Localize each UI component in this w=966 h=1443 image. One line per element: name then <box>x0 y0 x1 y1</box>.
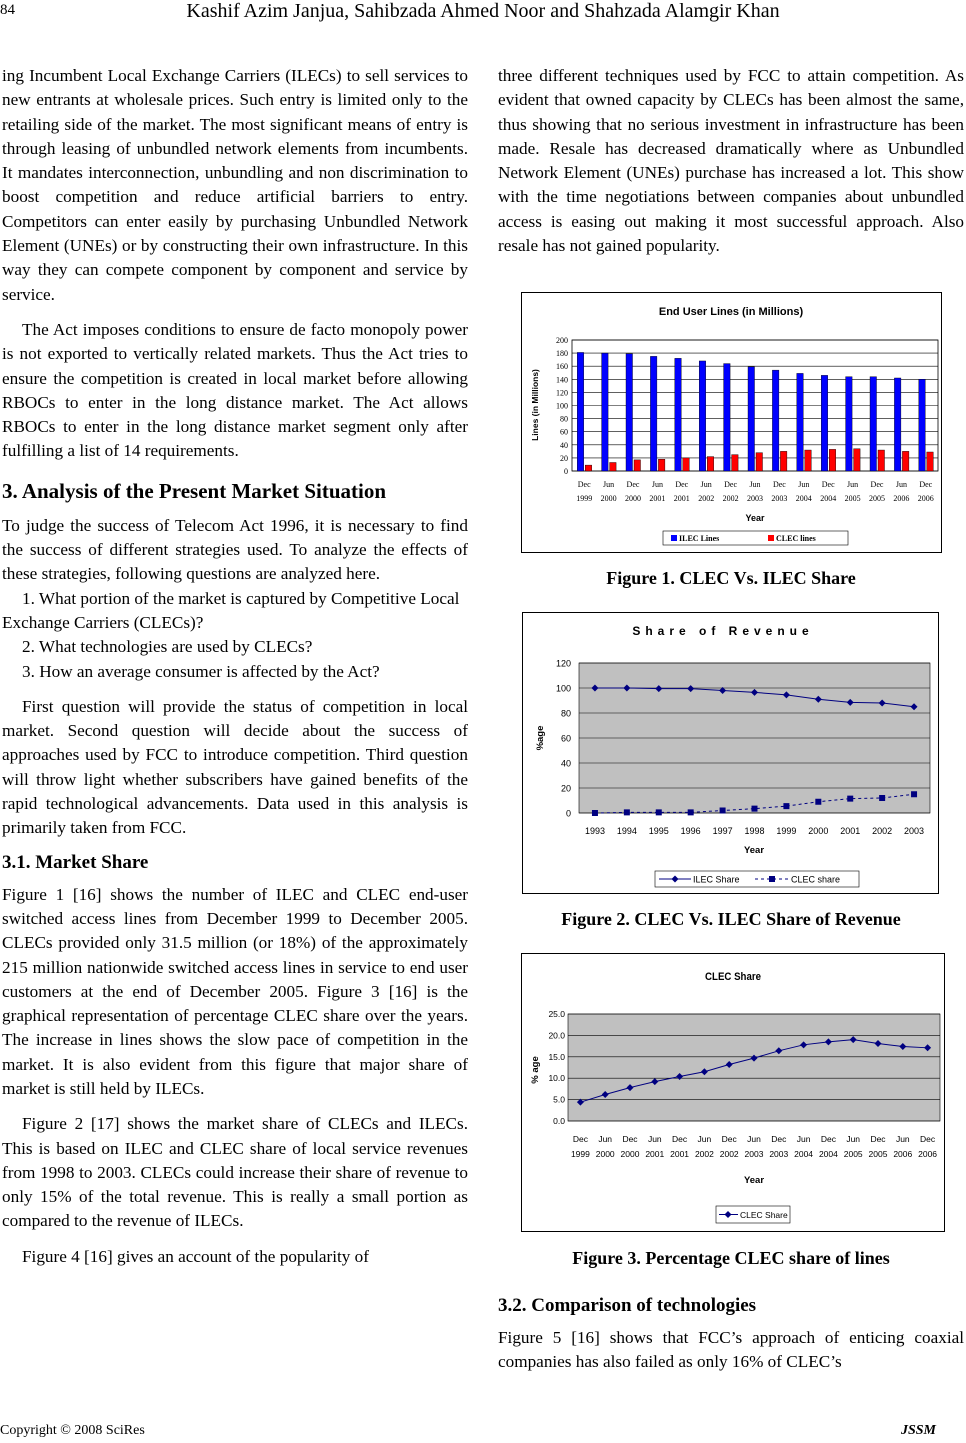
footer-journal: JSSM <box>900 1423 936 1438</box>
legend-label-ilec: ILEC Lines <box>679 534 720 543</box>
y-tick-label: 10.0 <box>548 1073 565 1084</box>
line-chart-clec-share <box>522 954 944 1231</box>
x-tick-label: Jun <box>798 480 810 489</box>
bar-ilec <box>821 375 828 471</box>
data-point-clec <box>624 809 630 815</box>
x-tick-label: 2003 <box>744 1149 764 1159</box>
bar-ilec <box>675 358 682 471</box>
x-axis-label: Year <box>743 1175 765 1186</box>
x-tick-label: 2000 <box>595 1149 615 1159</box>
y-axis-label: Lines (in Millions) <box>530 369 540 441</box>
y-tick-label: 40 <box>560 440 568 450</box>
bar-ilec <box>772 370 779 471</box>
page-number: 84 <box>0 2 15 18</box>
bar-clec <box>707 457 714 471</box>
x-tick-label: Jun <box>847 480 859 489</box>
question-item: 2. What technologies are used by CLECs? <box>22 637 313 657</box>
x-tick-label: Dec <box>771 1134 787 1144</box>
data-point-clec <box>879 795 885 801</box>
bar-ilec <box>577 352 584 471</box>
x-tick-label: 2005 <box>868 1149 888 1159</box>
y-axis-label: % age <box>530 1056 541 1084</box>
bar-ilec <box>919 379 926 471</box>
x-tick-label: 2000 <box>625 494 641 503</box>
y-tick-label: 180 <box>556 349 568 359</box>
paragraph: three different techniques used by FCC to attain competition. As evident that owned capacity by CLECs has been almost the same, thus showing that no serious investment in infrastructure has been made. Resale has decreased dramatically where as Unbundled Network Element (UNEs) purchase has increased a lot. This show with the time negotiations between companies about unbundled access is easing out making it most successful approach. Also resale has not gained popularity. <box>498 66 964 256</box>
x-tick-label: 2003 <box>747 494 763 503</box>
figure-1-caption: Figure 1. CLEC Vs. ILEC Share <box>606 568 856 588</box>
bar-clec <box>634 460 641 471</box>
paragraph: Figure 1 [16] shows the number of ILEC and CLEC end-user switched access lines from December 1999 to December 2005. CLECs provided only 31.5 million (or 18%) of the approximately 215 million nationwide switched access lines in service to end user customers at the end of December 2005. Figure 3 [16] is the graphical representation of percentage CLEC share over the years. The increase in lines shows the slow pace of competition in the market. It is also evident from this figure that major share of market is still held by ILECs. <box>2 884 468 1098</box>
y-tick-label: 40 <box>560 758 571 769</box>
x-tick-label: 2006 <box>918 1149 938 1159</box>
x-tick-label: 1994 <box>616 826 637 836</box>
x-tick-label: Jun <box>700 480 712 489</box>
paragraph: The Act imposes conditions to ensure de facto monopoly power is not exported to vertically related markets. Thus the Act tries to ensure the competition is created in local market before allowing RBOCs to enter in the long distance market. The Act allows RBOCs to enter in the long distance market segment only after fulfilling a list of 14 requirements. <box>2 319 468 461</box>
figure-2-caption: Figure 2. CLEC Vs. ILEC Share of Revenue <box>561 909 901 929</box>
x-tick-label: Dec <box>577 480 591 489</box>
bar-clec <box>610 462 617 471</box>
x-tick-label: Jun <box>747 1134 761 1144</box>
x-tick-label: Dec <box>919 480 933 489</box>
right-column <box>498 64 964 258</box>
x-tick-label: Jun <box>697 1134 712 1144</box>
x-tick-label: 2001 <box>645 1149 665 1159</box>
y-tick-label: 120 <box>556 388 568 398</box>
x-tick-label: 1998 <box>744 826 765 836</box>
legend-swatch-ilec <box>671 535 677 541</box>
x-tick-label: Dec <box>675 480 689 489</box>
x-tick-label: Dec <box>920 1134 936 1144</box>
bar-clec <box>829 449 836 471</box>
x-tick-label: Dec <box>572 1134 588 1144</box>
paragraph: Figure 5 [16] shows that FCC’s approach of enticing coaxial companies has also failed as only 16% of CLEC’s <box>498 1328 964 1372</box>
paragraph: First question will provide the status of competition in local market. Second question will decide about the success of approaches used by FCC to introduce competition. Third question will throw light whether subscribers have gained benefits of the rapid technological advancements. Data used in this analysis is primarily taken from FCC. <box>2 696 468 838</box>
data-point-clec <box>656 809 662 815</box>
x-tick-label: 2004 <box>795 494 812 503</box>
x-tick-label: 1999 <box>776 826 797 836</box>
x-tick-label: Dec <box>672 1134 688 1144</box>
data-point-clec <box>752 806 758 812</box>
bar-clec <box>878 450 885 471</box>
subsection-heading: 3.1. Market Share <box>2 851 149 873</box>
bar-ilec <box>626 354 633 471</box>
bar-clec <box>585 465 592 471</box>
x-tick-label: 2000 <box>600 494 617 503</box>
x-tick-label: 2001 <box>670 1149 690 1159</box>
x-tick-label: 1999 <box>570 1149 590 1159</box>
y-tick-label: 0.0 <box>553 1116 565 1126</box>
figure-2-chart <box>522 612 939 894</box>
section-heading: 3. Analysis of the Present Market Situation <box>2 478 387 503</box>
x-axis-label: Year <box>745 513 765 523</box>
chart-title: End User Lines (in Millions) <box>658 306 804 318</box>
x-tick-label: Jun <box>598 1134 613 1144</box>
bar-clec <box>780 451 787 471</box>
x-tick-label: 2006 <box>917 494 934 503</box>
bar-chart-end-user-lines <box>522 293 941 552</box>
x-tick-label: Jun <box>796 1134 811 1144</box>
figure-1-chart <box>521 292 942 553</box>
y-tick-label: 120 <box>555 658 571 669</box>
x-tick-label: 2004 <box>820 494 837 503</box>
x-tick-label: 1997 <box>712 826 733 836</box>
x-tick-label: 2006 <box>893 494 910 503</box>
y-tick-label: 200 <box>556 336 568 345</box>
x-tick-label: 1993 <box>584 826 605 836</box>
x-tick-label: 2005 <box>844 494 861 503</box>
question-item: 1. What portion of the market is captured by Competitive Local Exchange Carriers (CLECs)? <box>2 588 460 632</box>
x-tick-label: 2004 <box>818 1149 838 1159</box>
paragraph: Figure 4 [16] gives an account of the popularity of <box>22 1246 369 1266</box>
plot-area <box>568 1014 940 1121</box>
x-tick-label: Jun <box>647 1134 662 1144</box>
footer-copyright: Copyright © 2008 SciRes <box>0 1423 145 1438</box>
x-tick-label: Dec <box>870 480 884 489</box>
bar-ilec <box>650 356 657 471</box>
y-tick-label: 0 <box>564 467 568 476</box>
x-tick-label: 2000 <box>808 826 829 836</box>
x-tick-label: 2005 <box>843 1149 863 1159</box>
x-tick-label: 1999 <box>576 494 593 503</box>
data-point-clec <box>720 808 726 814</box>
bar-clec <box>927 452 934 471</box>
data-point-clec <box>688 809 694 815</box>
left-column <box>2 64 468 1269</box>
legend-swatch-clec <box>768 535 774 541</box>
legend-label-ilec: ILEC Share <box>693 874 740 885</box>
x-tick-label: Jun <box>895 480 907 489</box>
legend-label: CLEC Share <box>740 1210 788 1220</box>
x-tick-label: 1995 <box>648 826 669 836</box>
y-tick-label: 20.0 <box>548 1030 565 1041</box>
subsection-heading: 3.2. Comparison of technologies <box>498 1295 757 1316</box>
x-tick-label: Jun <box>895 1134 910 1144</box>
x-tick-label: Jun <box>603 480 615 489</box>
bar-clec <box>683 458 690 471</box>
bar-ilec <box>846 377 853 471</box>
right-column-lower <box>498 1294 964 1375</box>
bar-ilec <box>797 373 804 471</box>
line-chart-share-of-revenue <box>523 613 938 893</box>
data-point-clec <box>783 803 789 809</box>
y-tick-label: 25.0 <box>548 1009 565 1019</box>
y-tick-label: 100 <box>555 683 571 694</box>
legend-marker-clec <box>769 876 775 882</box>
x-tick-label: 2002 <box>719 1149 739 1159</box>
x-tick-label: 2002 <box>872 826 893 836</box>
x-tick-label: Dec <box>721 1134 737 1144</box>
x-tick-label: Jun <box>749 480 761 489</box>
x-tick-label: Dec <box>821 480 835 489</box>
x-tick-label: Dec <box>772 480 786 489</box>
x-tick-label: 2001 <box>673 494 690 503</box>
y-tick-label: 160 <box>556 362 568 372</box>
x-tick-label: 1996 <box>680 826 701 836</box>
x-tick-label: Jun <box>651 480 663 489</box>
figure-3-caption: Figure 3. Percentage CLEC share of lines <box>572 1248 890 1268</box>
bar-ilec <box>602 353 609 471</box>
bar-ilec <box>894 378 901 471</box>
bar-ilec <box>748 367 755 471</box>
x-tick-label: 2005 <box>869 494 885 503</box>
paragraph: ing Incumbent Local Exchange Carriers (ILECs) to sell services to new entrants at wholesale prices. Such entry is limited only to the retailing side of the market. The most significant means of entry is through leasing of unbundled network elements from incumbents. It mandates interconnection, unbundling and non discrimination to boost competition and reduce artificial barriers to entry. Competitors can enter easily by purchasing Unbundled Network Element (UNEs) or by constructing their own infrastructure. In this way they can compete component by component and service by service. <box>2 66 468 304</box>
data-point-clec <box>815 799 821 805</box>
x-tick-label: 2003 <box>904 826 925 836</box>
x-tick-label: 2004 <box>794 1149 814 1159</box>
y-tick-label: 60 <box>560 733 571 744</box>
bar-ilec <box>870 377 877 471</box>
bar-clec <box>756 453 763 471</box>
paragraph: Figure 2 [17] shows the market share of CLECs and ILECs. This is based on ILEC and CLEC share of local service revenues from 1998 to 2003. CLECs could increase their share of revenue to only 15% of the total revenue. This is really a small portion as compared to the revenue of ILECs. <box>2 1114 468 1231</box>
chart-title: Share of Revenue <box>632 624 814 638</box>
bar-clec <box>902 451 909 471</box>
x-tick-label: Dec <box>820 1134 836 1144</box>
chart-title: CLEC Share <box>705 971 761 984</box>
legend-label-clec: CLEC share <box>791 874 841 885</box>
y-tick-label: 20 <box>560 783 571 794</box>
bar-ilec <box>699 361 706 471</box>
y-tick-label: 100 <box>556 401 568 411</box>
bar-clec <box>732 455 739 471</box>
x-tick-label: 2001 <box>649 494 666 503</box>
y-tick-label: 60 <box>560 427 568 437</box>
x-tick-label: 2002 <box>694 1149 714 1159</box>
x-tick-label: Dec <box>622 1134 638 1144</box>
x-tick-label: Dec <box>724 480 738 489</box>
figure-3-chart <box>521 953 945 1232</box>
x-tick-label: 2003 <box>769 1149 789 1159</box>
y-tick-label: 80 <box>560 414 568 424</box>
y-tick-label: 5.0 <box>553 1094 565 1105</box>
data-point-clec <box>911 791 917 797</box>
question-item: 3. How an average consumer is affected by the Act? <box>22 661 380 681</box>
x-tick-label: 2001 <box>840 826 861 836</box>
legend-label-clec: CLEC lines <box>776 534 816 543</box>
data-point-clec <box>847 796 853 802</box>
bar-ilec <box>724 364 731 471</box>
y-tick-label: 80 <box>560 708 571 719</box>
x-tick-label: Dec <box>626 480 640 489</box>
y-axis-label: %age <box>535 725 546 751</box>
x-tick-label: 2002 <box>698 494 715 503</box>
y-tick-label: 0 <box>565 808 571 819</box>
bar-clec <box>658 459 665 471</box>
x-tick-label: 2002 <box>722 494 739 503</box>
data-point-clec <box>592 810 598 816</box>
x-tick-label: Dec <box>870 1134 886 1144</box>
x-axis-label: Year <box>743 845 765 856</box>
x-tick-label: 2006 <box>893 1149 913 1159</box>
paragraph: To judge the success of Telecom Act 1996, it is necessary to find the success of different strategies used. To analyze the effects of these strategies, following questions are analyzed here. <box>2 515 468 584</box>
bar-clec <box>854 449 861 471</box>
y-tick-label: 140 <box>556 375 568 385</box>
running-title: Kashif Azim Janjua, Sahibzada Ahmed Noor and Shahzada Alamgir Khan <box>186 0 780 22</box>
x-tick-label: 2003 <box>771 494 788 503</box>
y-tick-label: 15.0 <box>548 1051 565 1062</box>
y-tick-label: 20 <box>560 453 568 463</box>
x-tick-label: Jun <box>846 1134 861 1144</box>
bar-clec <box>805 450 812 471</box>
x-tick-label: 2000 <box>620 1149 640 1159</box>
